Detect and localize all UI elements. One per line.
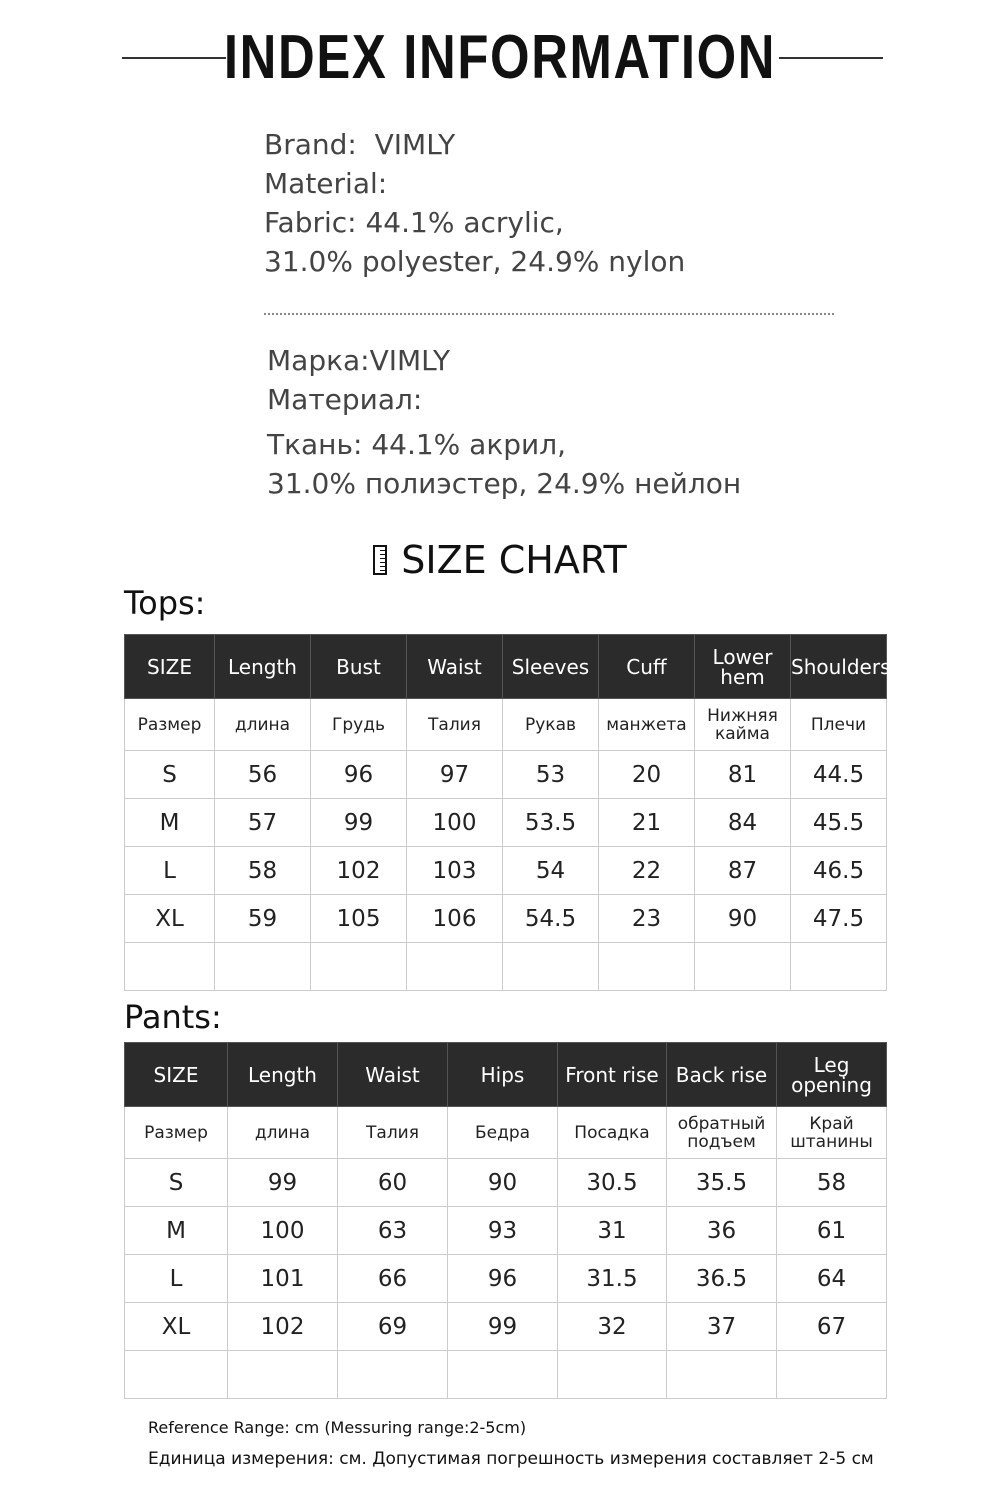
table-row <box>125 1303 887 1351</box>
table-cell: XL <box>125 1303 228 1351</box>
table-cell: 93 <box>448 1207 558 1255</box>
table-cell: 58 <box>777 1159 887 1207</box>
table-cell: M <box>125 1207 228 1255</box>
column-header-ru: Плечи <box>791 699 887 751</box>
column-header: Cuff <box>599 635 695 699</box>
table-cell: 56 <box>215 751 311 799</box>
table-cell: 90 <box>695 895 791 943</box>
table-cell: 61 <box>777 1207 887 1255</box>
header-row <box>125 1043 887 1107</box>
table-cell: 35.5 <box>667 1159 777 1207</box>
table-cell: 30.5 <box>558 1159 667 1207</box>
table-cell: 23 <box>599 895 695 943</box>
table-cell: 36.5 <box>667 1255 777 1303</box>
table-cell: 105 <box>311 895 407 943</box>
table-cell: 100 <box>407 799 503 847</box>
column-header: Lower hem <box>695 635 791 699</box>
table-cell: M <box>125 799 215 847</box>
empty-cell <box>448 1351 558 1399</box>
table-row <box>125 895 887 943</box>
table-row <box>125 751 887 799</box>
table-cell: 106 <box>407 895 503 943</box>
pants-label: Pants: <box>124 998 222 1036</box>
tops-table <box>124 634 891 991</box>
table-cell: 99 <box>448 1303 558 1351</box>
column-header: Shoulders <box>791 635 887 699</box>
column-header-ru: длина <box>215 699 311 751</box>
fabric-en-1: Fabric: 44.1% acrylic, <box>264 206 564 239</box>
column-header-ru: Бедра <box>448 1107 558 1159</box>
table-cell: 99 <box>311 799 407 847</box>
footer-ru: Единица измерения: см. Допустимая погрешность измерения составляет 2-5 см <box>148 1449 874 1469</box>
table-cell: XL <box>125 895 215 943</box>
table-cell: S <box>125 751 215 799</box>
table-cell: S <box>125 1159 228 1207</box>
empty-cell <box>667 1351 777 1399</box>
table-cell: 90 <box>448 1159 558 1207</box>
table-cell: 96 <box>311 751 407 799</box>
column-header-ru: Нижняя кайма <box>695 699 791 751</box>
table-cell: 81 <box>695 751 791 799</box>
header-row <box>125 635 887 699</box>
table-cell: 87 <box>695 847 791 895</box>
table-cell: 96 <box>448 1255 558 1303</box>
pants-table <box>124 1042 887 1399</box>
table-cell: 102 <box>311 847 407 895</box>
table-cell: 57 <box>215 799 311 847</box>
table-row <box>125 1255 887 1303</box>
table-cell: 45.5 <box>791 799 887 847</box>
column-header-ru: обратный подъем <box>667 1107 777 1159</box>
table-cell: 99 <box>228 1159 338 1207</box>
empty-cell <box>777 1351 887 1399</box>
table-cell: 32 <box>558 1303 667 1351</box>
table-cell: 60 <box>338 1159 448 1207</box>
table-row <box>125 799 887 847</box>
column-header-ru: манжета <box>599 699 695 751</box>
empty-cell <box>599 943 695 991</box>
column-header-ru: Талия <box>407 699 503 751</box>
table-cell: 22 <box>599 847 695 895</box>
table-cell: L <box>125 1255 228 1303</box>
empty-row <box>125 1351 887 1399</box>
page-title: INDEX INFORMATION <box>223 23 777 92</box>
column-header: Length <box>228 1043 338 1107</box>
table-cell: 37 <box>667 1303 777 1351</box>
column-header-ru: Рукав <box>503 699 599 751</box>
header-row-ru <box>125 699 887 751</box>
column-header-ru: Посадка <box>558 1107 667 1159</box>
table-cell: 20 <box>599 751 695 799</box>
table-cell: 31.5 <box>558 1255 667 1303</box>
table-cell: 63 <box>338 1207 448 1255</box>
dotted-divider <box>264 313 834 315</box>
table-cell: 64 <box>777 1255 887 1303</box>
table-cell: 36 <box>667 1207 777 1255</box>
fabric-ru-2: 31.0% полиэстер, 24.9% нейлон <box>267 467 742 500</box>
empty-row <box>125 943 887 991</box>
material-en: Material: <box>264 167 388 200</box>
table-cell: 47.5 <box>791 895 887 943</box>
empty-cell <box>125 1351 228 1399</box>
header-row-ru <box>125 1107 887 1159</box>
material-ru: Материал: <box>267 383 423 416</box>
column-header-ru: Размер <box>125 699 215 751</box>
column-header: Leg opening <box>777 1043 887 1107</box>
column-header: SIZE <box>125 1043 228 1107</box>
table-cell: 21 <box>599 799 695 847</box>
empty-cell <box>407 943 503 991</box>
table-cell: 53.5 <box>503 799 599 847</box>
table-cell: 53 <box>503 751 599 799</box>
table-cell: 103 <box>407 847 503 895</box>
column-header: Bust <box>311 635 407 699</box>
column-header: Length <box>215 635 311 699</box>
brand-ru: Марка:VIMLY <box>267 344 451 377</box>
empty-cell <box>503 943 599 991</box>
column-header-ru: Край штанины <box>777 1107 887 1159</box>
brand-en: Brand: VIMLY <box>264 128 456 161</box>
table-cell: 66 <box>338 1255 448 1303</box>
table-cell: 31 <box>558 1207 667 1255</box>
column-header: Hips <box>448 1043 558 1107</box>
empty-cell <box>311 943 407 991</box>
table-cell: 100 <box>228 1207 338 1255</box>
fabric-ru-1: Ткань: 44.1% акрил, <box>267 428 567 461</box>
table-cell: 59 <box>215 895 311 943</box>
info-en <box>264 125 685 281</box>
tops-label: Tops: <box>124 584 206 622</box>
empty-cell <box>695 943 791 991</box>
column-header-ru: длина <box>228 1107 338 1159</box>
column-header-ru: Грудь <box>311 699 407 751</box>
table-row <box>125 1159 887 1207</box>
size-chart-title: SIZE CHART <box>401 538 627 582</box>
ruler-icon <box>373 545 387 575</box>
empty-cell <box>558 1351 667 1399</box>
column-header-ru: Размер <box>125 1107 228 1159</box>
table-row <box>125 1207 887 1255</box>
column-header: Sleeves <box>503 635 599 699</box>
table-cell: 44.5 <box>791 751 887 799</box>
size-chart-heading <box>0 538 1000 582</box>
empty-cell <box>791 943 887 991</box>
column-header: SIZE <box>125 635 215 699</box>
table-cell: 46.5 <box>791 847 887 895</box>
table-row <box>125 847 887 895</box>
table-cell: 102 <box>228 1303 338 1351</box>
table-cell: 54.5 <box>503 895 599 943</box>
column-header: Front rise <box>558 1043 667 1107</box>
table-cell: 84 <box>695 799 791 847</box>
table-cell: 67 <box>777 1303 887 1351</box>
empty-cell <box>228 1351 338 1399</box>
column-header: Waist <box>407 635 503 699</box>
empty-cell <box>215 943 311 991</box>
fabric-en-2: 31.0% polyester, 24.9% nylon <box>264 245 686 278</box>
table-cell: 58 <box>215 847 311 895</box>
table-cell: 101 <box>228 1255 338 1303</box>
table-cell: 54 <box>503 847 599 895</box>
info-ru <box>267 341 741 503</box>
empty-cell <box>125 943 215 991</box>
table-cell: 97 <box>407 751 503 799</box>
empty-cell <box>338 1351 448 1399</box>
footer-en: Reference Range: cm (Messuring range:2-5cm) <box>148 1418 527 1437</box>
column-header: Waist <box>338 1043 448 1107</box>
column-header: Back rise <box>667 1043 777 1107</box>
column-header-ru: Талия <box>338 1107 448 1159</box>
table-cell: L <box>125 847 215 895</box>
table-cell: 69 <box>338 1303 448 1351</box>
